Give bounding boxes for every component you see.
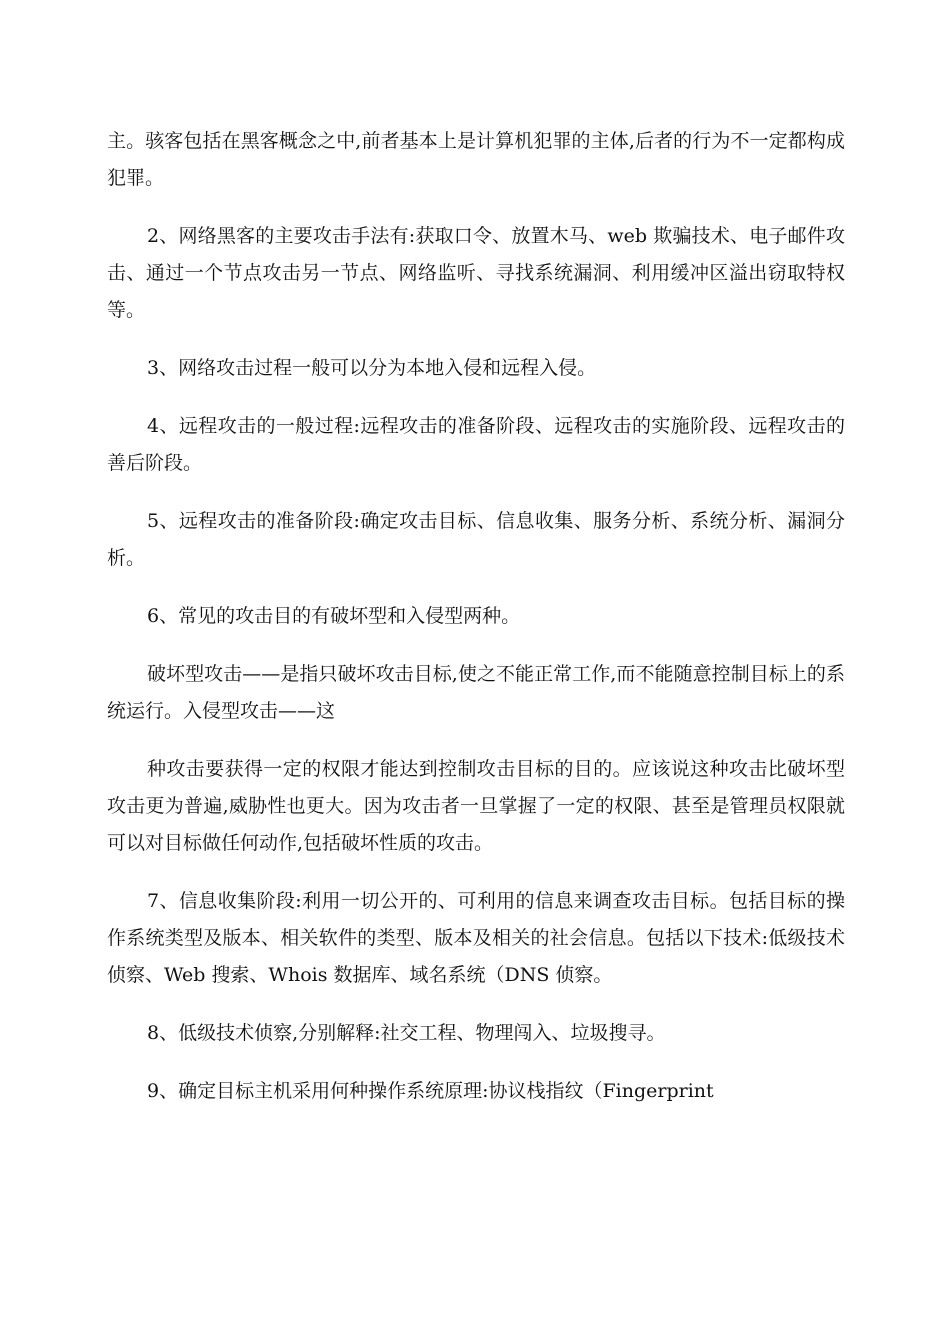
paragraph-8: 种攻击要获得一定的权限才能达到控制攻击目标的目的。应该说这种攻击比破坏型攻击更为普遍,威胁性也更大。因为攻击者一旦掌握了一定的权限、甚至是管理员权限就可以对目标做任何动作,包括破坏性质的攻击。	[107, 758, 845, 854]
document-body	[107, 123, 845, 1131]
paragraph-1: 主。骇客包括在黑客概念之中,前者基本上是计算机犯罪的主体,后者的行为不一定都构成犯罪。	[107, 130, 845, 189]
paragraph-7: 破坏型攻击——是指只破坏攻击目标,使之不能正常工作,而不能随意控制目标上的系统运行。入侵型攻击——这	[107, 663, 845, 722]
paragraph-6: 6、常见的攻击目的有破坏型和入侵型两种。	[147, 605, 521, 627]
paragraph-3: 3、网络攻击过程一般可以分为本地入侵和远程入侵。	[147, 357, 597, 379]
paragraph-9: 7、信息收集阶段:利用一切公开的、可利用的信息来调查攻击目标。包括目标的操作系统类型及版本、相关软件的类型、版本及相关的社会信息。包括以下技术:低级技术侦察、Web 搜索、Whois 数据库、域名系统（DNS 侦察。	[107, 890, 845, 986]
paragraph-11: 9、确定目标主机采用何种操作系统原理:协议栈指纹（Fingerprint	[147, 1080, 714, 1102]
paragraph-4: 4、远程攻击的一般过程:远程攻击的准备阶段、远程攻击的实施阶段、远程攻击的善后阶段。	[107, 415, 845, 474]
paragraph-5: 5、远程攻击的准备阶段:确定攻击目标、信息收集、服务分析、系统分析、漏洞分析。	[107, 510, 845, 569]
paragraph-10: 8、低级技术侦察,分别解释:社交工程、物理闯入、垃圾搜寻。	[147, 1022, 666, 1044]
paragraph-2: 2、网络黑客的主要攻击手法有:获取口令、放置木马、web 欺骗技术、电子邮件攻击、通过一个节点攻击另一节点、网络监听、寻找系统漏洞、利用缓冲区溢出窃取特权等。	[107, 225, 845, 321]
